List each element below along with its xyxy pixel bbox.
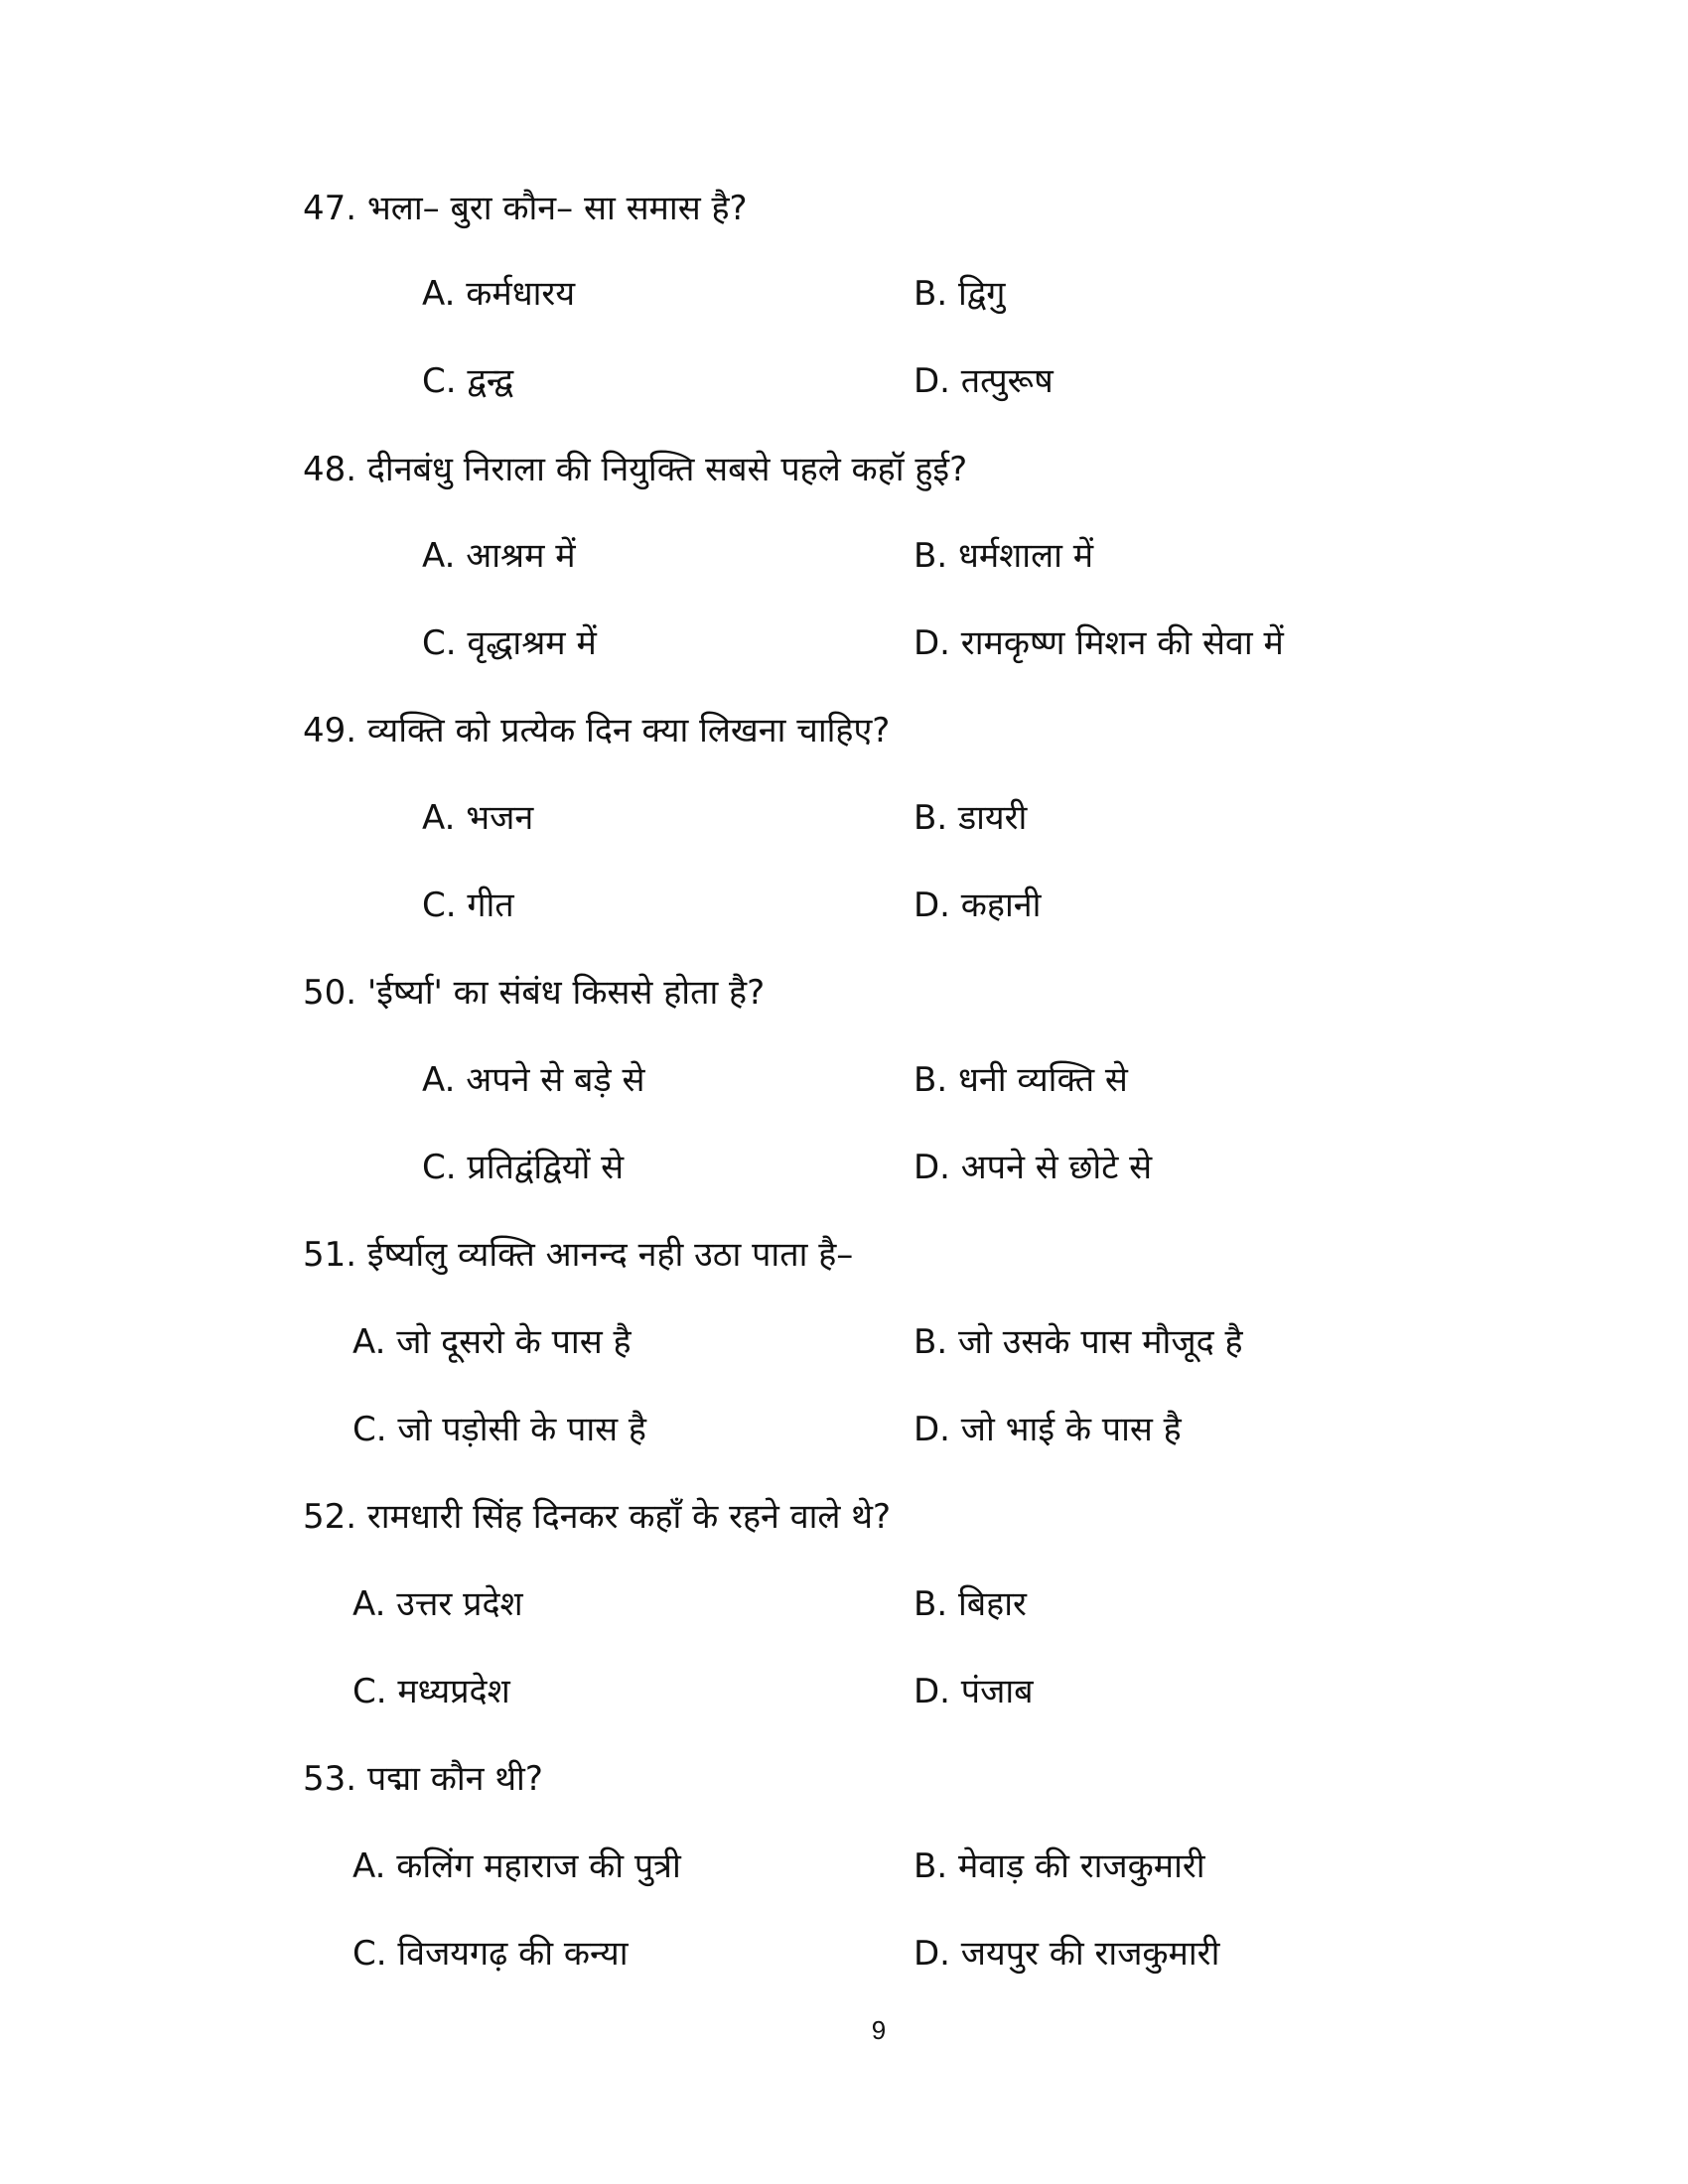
option-49-d: D. कहानी [914,886,1042,925]
option-52-a: A. उत्तर प्रदेश [352,1584,523,1624]
option-51-c: C. जो पड़ोसी के पास है [352,1410,646,1449]
option-49-b: B. डायरी [914,798,1028,838]
option-47-b: B. द्विगु [914,274,1006,314]
option-53-c: C. विजयगढ़ की कन्या [352,1934,629,1974]
option-51-a: A. जो दूसरो के पास है [352,1322,632,1362]
option-48-c: C. वृद्धाश्रम में [422,623,597,663]
option-51-b: B. जो उसके पास मौजूद है [914,1322,1243,1362]
option-50-d: D. अपने से छोटे से [914,1148,1153,1187]
option-53-d: D. जयपुर की राजकुमारी [914,1934,1220,1974]
option-49-c: C. गीत [422,886,514,925]
question-50: 50. 'ईर्ष्या' का संबंध किससे होता है? [303,973,766,1013]
option-53-a: A. कलिंग महाराज की पुत्री [352,1846,681,1886]
question-47: 47. भला– बुरा कौन– सा समास है? [303,189,748,228]
option-47-a: A. कर्मधारय [422,274,576,314]
option-50-b: B. धनी व्यक्ति से [914,1060,1128,1100]
option-47-d: D. तत्पुरूष [914,361,1054,401]
question-48: 48. दीनबंधु निराला की नियुक्ति सबसे पहले कहॉ हुई? [303,450,968,489]
question-51: 51. ईर्ष्यालु व्यक्ति आनन्द नही उठा पाता है– [303,1235,854,1275]
option-52-b: B. बिहार [914,1584,1027,1624]
question-52: 52. रामधारी सिंह दिनकर कहॉं के रहने वाले थे? [303,1497,892,1537]
option-52-d: D. पंजाब [914,1672,1034,1711]
page-number: 9 [871,2015,887,2045]
option-51-d: D. जो भाई के पास है [914,1410,1182,1449]
option-50-a: A. अपने से बड़े से [422,1060,645,1100]
option-50-c: C. प्रतिद्वंद्वियों से [422,1148,625,1187]
option-52-c: C. मध्यप्रदेश [352,1672,510,1711]
option-47-c: C. द्वन्द्व [422,361,514,401]
option-48-a: A. आश्रम में [422,536,576,576]
option-48-b: B. धर्मशाला में [914,536,1094,576]
question-49: 49. व्यक्ति को प्रत्येक दिन क्या लिखना चाहिए? [303,711,891,751]
option-48-d: D. रामकृष्ण मिशन की सेवा में [914,623,1284,663]
option-49-a: A. भजन [422,798,534,838]
question-53: 53. पद्मा कौन थी? [303,1759,543,1799]
option-53-b: B. मेवाड़ की राजकुमारी [914,1846,1205,1886]
